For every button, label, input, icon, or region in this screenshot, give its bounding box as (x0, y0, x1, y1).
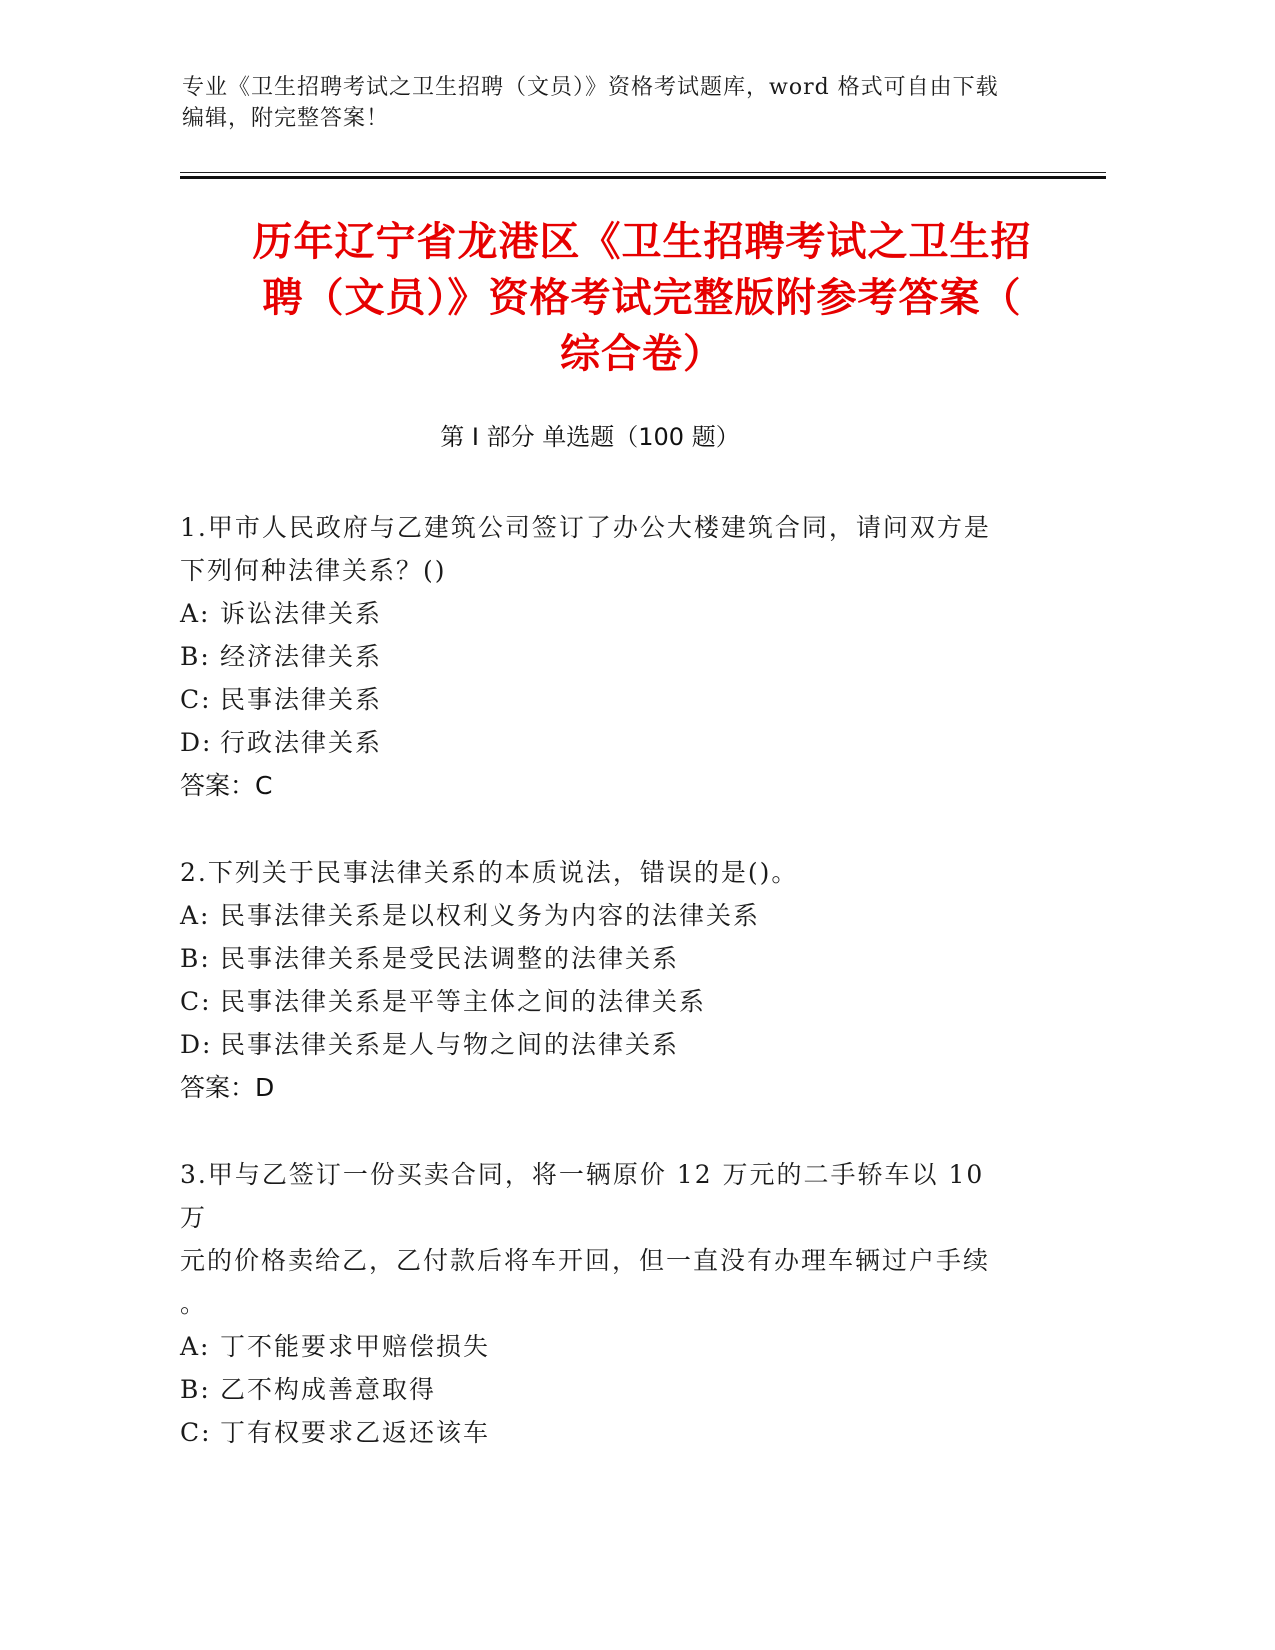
header-note-line-1: 专业《卫生招聘考试之卫生招聘（文员）》资格考试题库，word 格式可自由下载 (182, 75, 999, 100)
option-key: B: (180, 642, 211, 671)
question-3-text-line-3: 。 (180, 1289, 208, 1318)
document-title-line-2: 聘（文员）》资格考试完整版附参考答案（ (262, 275, 1022, 321)
question-1-text-line-1: 1.甲市人民政府与乙建筑公司签订了办公大楼建筑合同，请问双方是 (180, 513, 991, 542)
option-key: D: (180, 728, 213, 757)
question-3-option-b (180, 1368, 1020, 1411)
question-3-option-a (180, 1325, 1020, 1368)
question-2-option-d (180, 1023, 1020, 1066)
question-spacer (180, 808, 1020, 851)
option-key: D: (180, 1030, 213, 1059)
question-2-option-a (180, 894, 1020, 937)
question-2 (180, 851, 1020, 1110)
question-1-option-d (180, 721, 1020, 764)
option-text: 乙不构成善意取得 (220, 1375, 437, 1404)
question-2-option-c (180, 980, 1020, 1023)
question-1 (180, 506, 1020, 808)
header-note (182, 72, 1042, 134)
question-1-option-b (180, 635, 1020, 678)
section-title: 第 I 部分 单选题（100 题） (440, 423, 740, 451)
question-1-answer: 答案：C (180, 771, 273, 800)
question-1-option-c (180, 678, 1020, 721)
option-key: A: (180, 901, 211, 930)
option-key: C: (180, 987, 212, 1016)
option-key: C: (180, 1418, 212, 1447)
option-key: C: (180, 685, 212, 714)
question-2-text-line-1: 2.下列关于民事法律关系的本质说法，错误的是()。 (180, 858, 799, 887)
question-list (180, 506, 1020, 1454)
question-3-option-c (180, 1411, 1020, 1454)
question-1-text-line-2: 下列何种法律关系？() (180, 556, 447, 585)
document-title (180, 214, 1104, 382)
option-text: 民事法律关系是平等主体之间的法律关系 (220, 987, 707, 1016)
question-spacer (180, 1110, 1020, 1153)
document-title-line-1: 历年辽宁省龙港区《卫生招聘考试之卫生招 (252, 219, 1032, 265)
option-text: 民事法律关系是人与物之间的法律关系 (220, 1030, 680, 1059)
option-text: 民事法律关系 (220, 685, 383, 714)
option-text: 民事法律关系是以权利义务为内容的法律关系 (220, 901, 761, 930)
option-text: 行政法律关系 (220, 728, 383, 757)
header-divider-thick (180, 176, 1106, 179)
question-3-text-line-2: 元的价格卖给乙，乙付款后将车开回，但一直没有办理车辆过户手续 (180, 1246, 991, 1275)
question-2-option-b (180, 937, 1020, 980)
option-text: 丁有权要求乙返还该车 (220, 1418, 491, 1447)
header-divider-thin (180, 172, 1106, 173)
document-title-line-3: 综合卷） (560, 331, 724, 377)
option-text: 丁不能要求甲赔偿损失 (220, 1332, 491, 1361)
question-3 (180, 1153, 1020, 1454)
option-text: 民事法律关系是受民法调整的法律关系 (220, 944, 680, 973)
header-note-line-2: 编辑，附完整答案！ (182, 106, 390, 131)
option-text: 经济法律关系 (220, 642, 383, 671)
option-key: B: (180, 944, 211, 973)
question-2-answer: 答案：D (180, 1073, 275, 1102)
question-3-text-line-1: 3.甲与乙签订一份买卖合同，将一辆原价 12 万元的二手轿车以 10 万 (180, 1160, 985, 1232)
option-key: A: (180, 599, 211, 628)
option-key: B: (180, 1375, 211, 1404)
option-key: A: (180, 1332, 211, 1361)
option-text: 诉讼法律关系 (220, 599, 383, 628)
question-1-option-a (180, 592, 1020, 635)
